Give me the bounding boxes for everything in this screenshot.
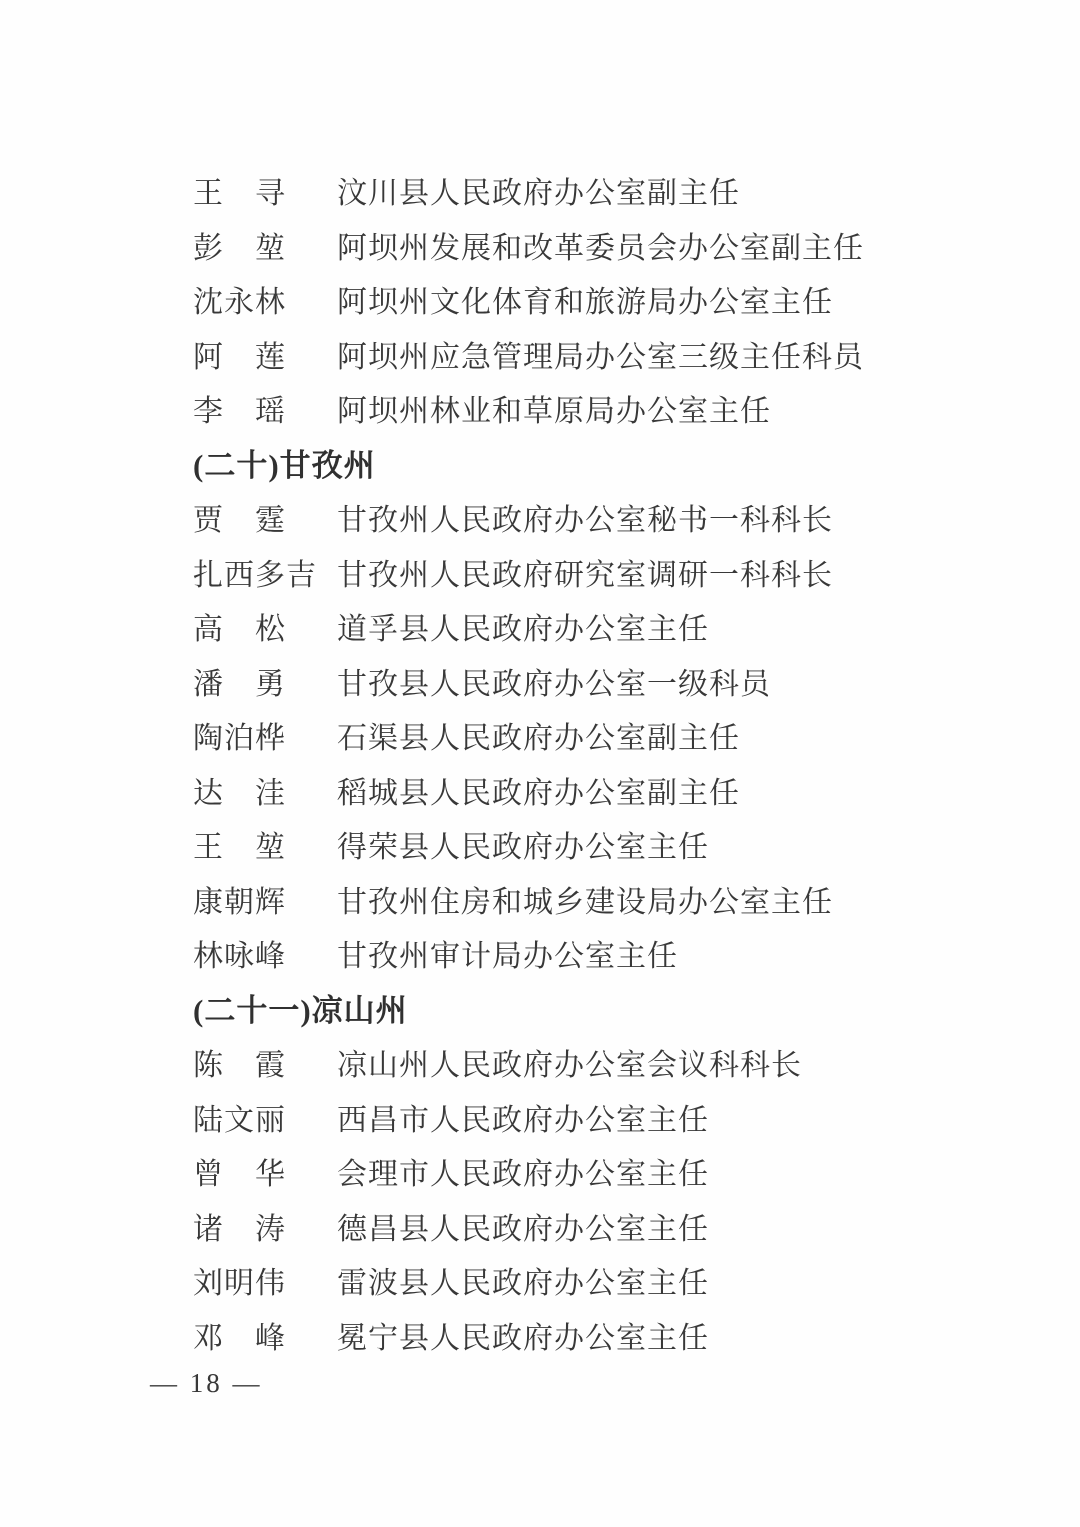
list-item [193,218,993,273]
person-position: 冕宁县人民政府办公室主任 [337,1321,709,1355]
person-name: 陶泊桦 [193,722,286,756]
person-position: 得荣县人民政府办公室主任 [337,831,709,865]
list-item [193,599,993,654]
person-name: 康朝辉 [193,885,286,919]
section-heading-ganzi: (二十)甘孜州 [193,448,376,484]
person-name: 沈永林 [193,286,286,320]
person-name: 高 松 [193,613,286,647]
person-name: 陈 霞 [193,1049,286,1083]
person-name: 贾 霆 [193,504,286,538]
person-position: 甘孜州住房和城乡建设局办公室主任 [337,885,833,919]
list-item [193,381,993,436]
list-item [193,817,993,872]
list-item [193,272,993,327]
person-name: 陆文丽 [193,1103,286,1137]
person-position: 稻城县人民政府办公室副主任 [337,776,740,810]
list-item [193,327,993,382]
person-position: 阿坝州应急管理局办公室三级主任科员 [337,340,864,374]
person-position: 甘孜州审计局办公室主任 [337,940,678,974]
person-name: 王 堃 [193,831,286,865]
list-item [193,1253,993,1308]
list-item [193,708,993,763]
person-position: 西昌市人民政府办公室主任 [337,1103,709,1137]
person-name: 扎西多吉 [193,558,317,592]
person-position: 会理市人民政府办公室主任 [337,1158,709,1192]
person-position: 雷波县人民政府办公室主任 [337,1267,709,1301]
section-heading-liangshan: (二十一)凉山州 [193,993,408,1029]
list-item [193,654,993,709]
person-name: 刘明伟 [193,1267,286,1301]
list-item [193,1035,993,1090]
list-item [193,1199,993,1254]
person-name: 王 寻 [193,177,286,211]
person-position: 阿坝州发展和改革委员会办公室副主任 [337,231,864,265]
person-position: 甘孜州人民政府办公室秘书一科科长 [337,504,833,538]
list-item [193,763,993,818]
person-name: 潘 勇 [193,667,286,701]
person-name: 李 瑶 [193,395,286,429]
list-item [193,872,993,927]
person-name: 诸 涛 [193,1212,286,1246]
person-position: 甘孜州人民政府研究室调研一科科长 [337,558,833,592]
person-position: 德昌县人民政府办公室主任 [337,1212,709,1246]
list-item [193,1144,993,1199]
person-position: 凉山州人民政府办公室会议科科长 [337,1049,802,1083]
list-item [193,163,993,218]
person-position: 甘孜县人民政府办公室一级科员 [337,667,771,701]
person-position: 石渠县人民政府办公室副主任 [337,722,740,756]
person-name: 达 洼 [193,776,286,810]
person-position: 阿坝州林业和草原局办公室主任 [337,395,771,429]
person-position: 道孚县人民政府办公室主任 [337,613,709,647]
person-name: 邓 峰 [193,1321,286,1355]
page-number: — 18 — [150,1368,263,1398]
person-position: 阿坝州文化体育和旅游局办公室主任 [337,286,833,320]
list-item [193,1308,993,1363]
list-item [193,545,993,600]
person-name: 彭 堃 [193,231,286,265]
list-item [193,490,993,545]
person-name: 阿 莲 [193,340,286,374]
list-item [193,926,993,981]
appointment-list [193,163,993,1362]
person-name: 林咏峰 [193,940,286,974]
person-name: 曾 华 [193,1158,286,1192]
person-position: 汶川县人民政府办公室副主任 [337,177,740,211]
list-item [193,1090,993,1145]
